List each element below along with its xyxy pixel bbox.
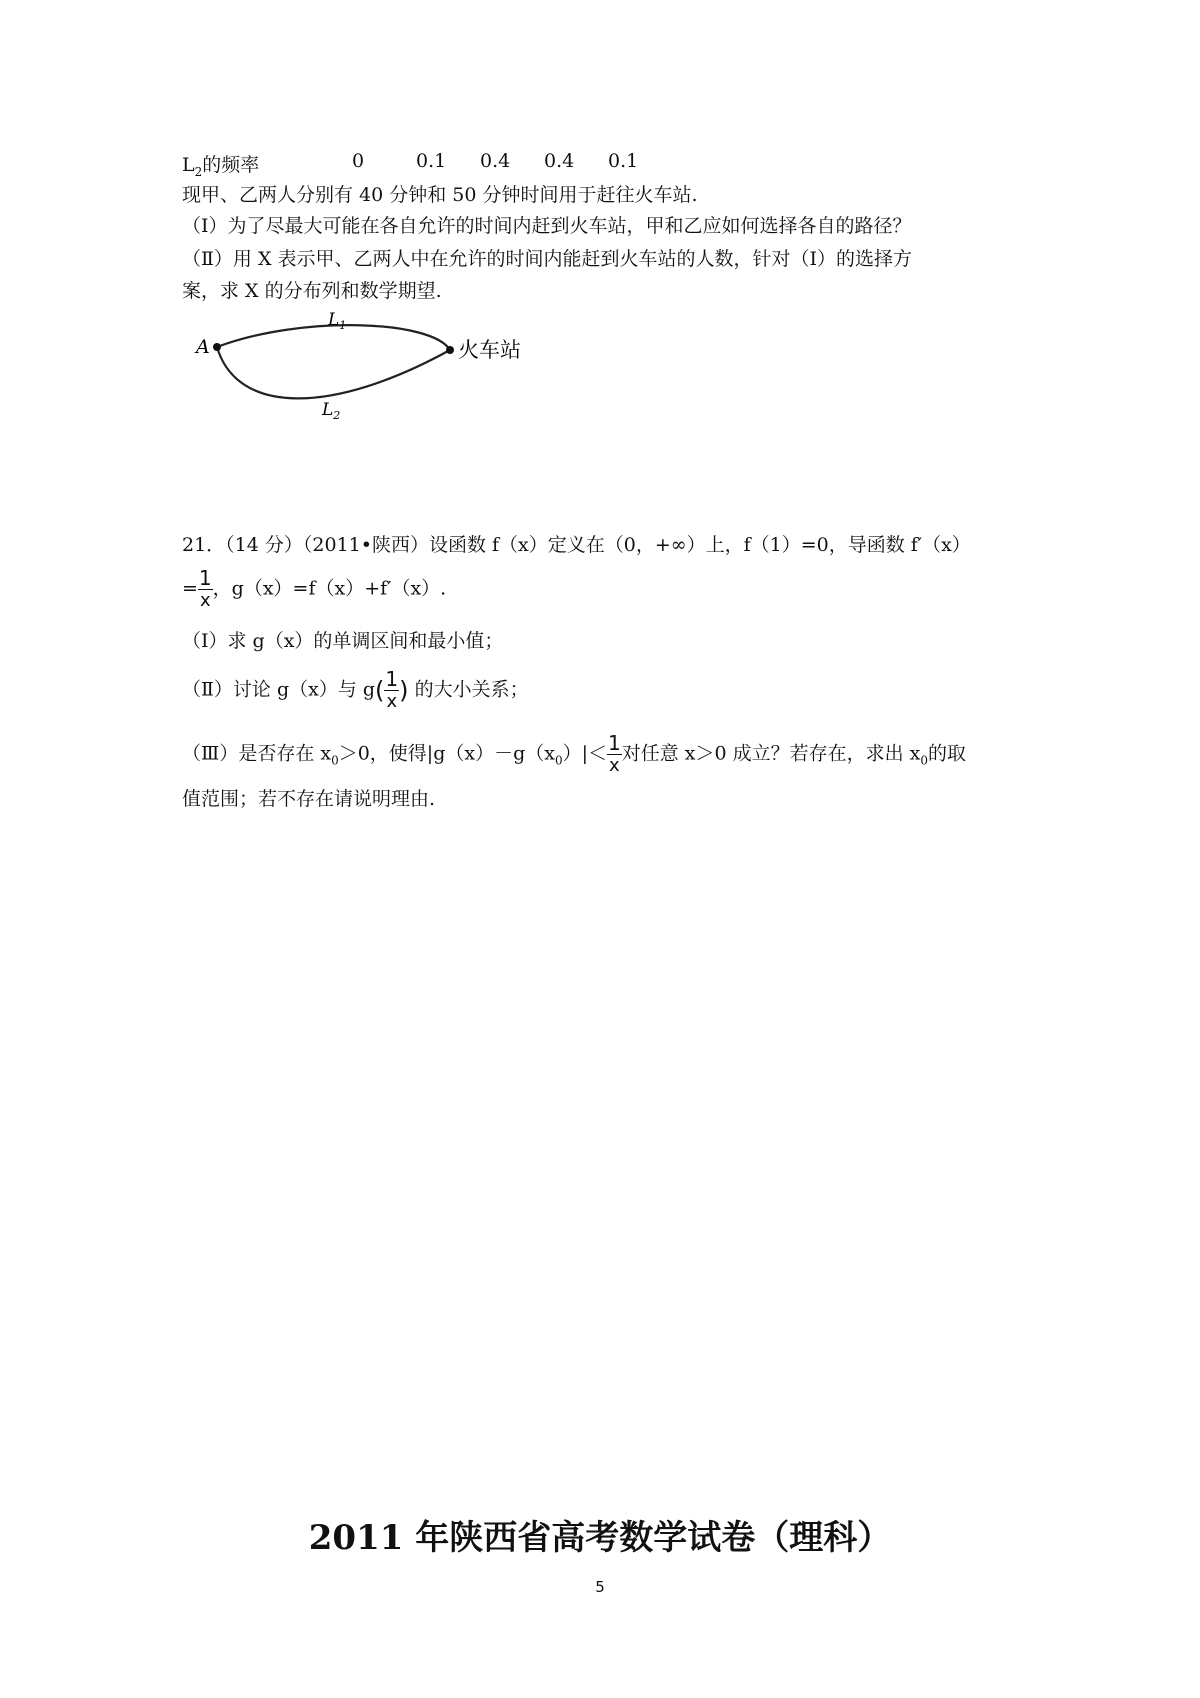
frequency-value: 0.4 bbox=[480, 150, 511, 172]
q21-part3-cont: 值范围；若不存在请说明理由. bbox=[182, 788, 436, 810]
route-l2-label: $L_2$ bbox=[322, 400, 341, 422]
station-label: 火车站 bbox=[458, 338, 521, 362]
station-point bbox=[446, 346, 454, 354]
frequency-row-label: $L_2$的频率 bbox=[182, 154, 260, 179]
frequency-value: 0.1 bbox=[416, 150, 447, 172]
q20-intro: 现甲、乙两人分别有 40 分钟和 50 分钟时间用于赶往火车站. bbox=[182, 184, 698, 206]
route-l2-curve bbox=[217, 347, 450, 398]
route-l1-label: $L_1$ bbox=[328, 310, 347, 332]
route-diagram bbox=[182, 305, 542, 435]
document-title: 2011 年陕西省高考数学试卷（理科） bbox=[308, 1518, 892, 1558]
frequency-value: 0 bbox=[352, 150, 365, 172]
q20-part2-cont: 案，求 X 的分布列和数学期望. bbox=[182, 280, 442, 302]
q21-part3: （Ⅲ）是否存在 $x_0>0$，使得$|g(x)-g(x_0)|<$ $\frac{1}{x}$ 对任意 x＞0 成立？若存在，求出 $x_0$的取 bbox=[182, 731, 967, 776]
fraction-1-over-x: $\frac{1}{x}$ bbox=[608, 731, 621, 776]
frequency-value: 0.4 bbox=[544, 150, 575, 172]
fraction-1-over-x: $\frac{1}{x}$ bbox=[385, 667, 399, 712]
q21-part1: （Ⅰ）求 g（x）的单调区间和最小值； bbox=[182, 630, 504, 652]
point-a-label: A bbox=[196, 336, 210, 358]
page-number: 5 bbox=[595, 1578, 605, 1596]
fraction-1-over-x: $\frac{1}{x}$ bbox=[198, 566, 212, 611]
q20-part2: （Ⅱ）用 X 表示甲、乙两人中在允许的时间内能赶到火车站的人数，针对（Ⅰ）的选择方 bbox=[182, 248, 913, 270]
q21-header: 21．（14 分）（2011•陕西）设函数 f（x）定义在（0，+∞）上，f（1）=0，导函数 f′（x） bbox=[182, 534, 971, 556]
point-a bbox=[213, 343, 221, 351]
q21-derivative-line: = $\frac{1}{x}$ ，g（x）=f（x）+f′（x）. bbox=[182, 566, 447, 611]
frequency-value: 0.1 bbox=[608, 150, 639, 172]
q21-part2: （Ⅱ）讨论 g（x）与 g( $\frac{1}{x}$ ) 的大小关系； bbox=[182, 667, 529, 712]
q20-part1: （Ⅰ）为了尽最大可能在各自允许的时间内赶到火车站，甲和乙应如何选择各自的路径？ bbox=[182, 215, 912, 237]
